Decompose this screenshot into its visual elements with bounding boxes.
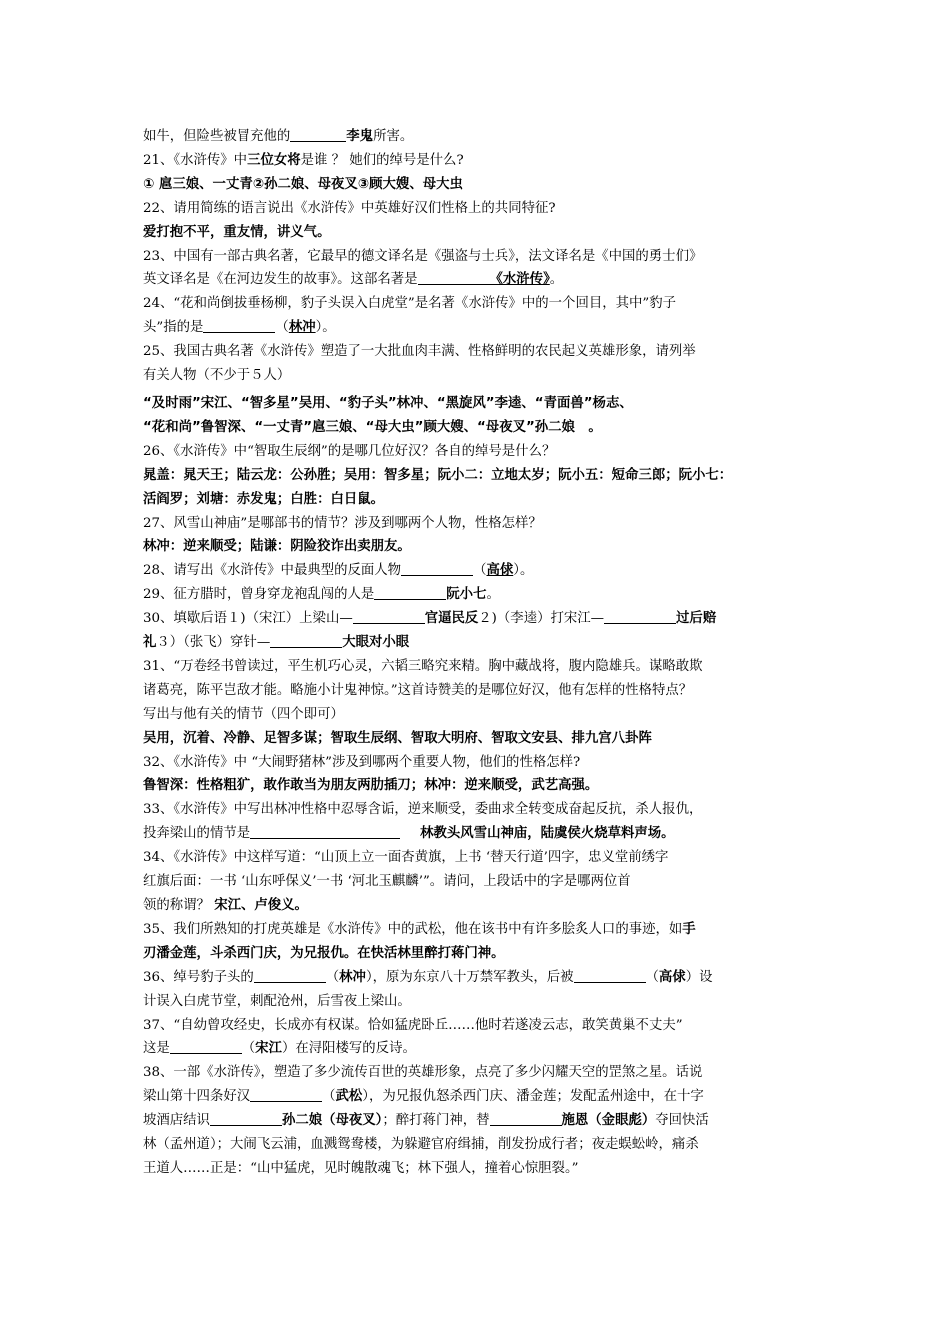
question-25-cont: 有关人物（不少于５人） — [143, 368, 291, 384]
question-37: 37、“自幼曾攻经史，长成亦有权谋。恰如猛虎卧丘……他时若遂凌云志，敢笑黄巢不丈夫” — [143, 1017, 683, 1033]
question-24: 24、“花和尚倒拔垂杨柳，豹子头误入白虎堂”是名著《水浒传》中的一个回目，其中”豹子 — [143, 296, 677, 312]
answer-blank — [490, 1111, 562, 1126]
question-38-cont3: 林（孟州道）；大闹飞云浦，血溅鸳鸯楼，为躲避官府缉捕，削发扮成行者；夜走蜈蚣岭，痛杀 — [143, 1137, 699, 1153]
question-21: 21、《水浒传》中三位女将是谁 ？ 她们的绰号是什么? — [143, 152, 464, 168]
answer-26: 晁盖：晁天王；陆云龙：公孙胜；吴用：智多星；阮小二：立地太岁；阮小五：短命三郎；阮小七： — [143, 467, 733, 483]
answer-blank — [604, 609, 676, 624]
answer-32: 鲁智深：性格粗犷，敢作敢当为朋友两肋插刀；林冲：逆来顺受，武艺高强。 — [143, 778, 599, 794]
answer-blank — [170, 1039, 242, 1054]
answer-22: 爱打抱不平，重友情，讲义气。 — [143, 224, 331, 240]
answer-blank — [203, 318, 275, 333]
question-31: 31、“万卷经书曾读过，平生机巧心灵，六韬三略究来精。胸中藏战将，腹内隐雄兵。谋略敢欺 — [143, 658, 703, 674]
question-31-cont2: 写出与他有关的情节（四个即可） — [143, 706, 344, 722]
question-35: 35、我们所熟知的打虎英雄是《水浒传》中的武松，他在该书中有许多脍炙人口的事迹，如手 — [143, 921, 696, 937]
question-32: 32、《水浒传》中 “大闹野猪林”涉及到哪两个重要人物，他们的性格怎样? — [143, 754, 581, 770]
answer-blank — [250, 824, 400, 839]
question-24-cont: 头”指的是 （林冲）。 — [143, 320, 336, 336]
question-38: 38、一部《水浒传》，塑造了多少流传百世的英雄形象，点亮了多少闪耀天空的罡煞之星。话说 — [143, 1065, 703, 1081]
answer-blank — [270, 633, 342, 648]
answer-21: ① 扈三娘、一丈青②孙二娘、母夜叉③顾大嫂、母大虫 — [143, 176, 463, 192]
question-37-cont: 这是 （宋江）在浔阳楼写的反诗。 — [143, 1041, 416, 1057]
answer-blank — [418, 270, 490, 285]
line: 如牛，但险些被冒充他的 李鬼所害。 — [143, 129, 414, 144]
document-page — [143, 125, 823, 1181]
answer-blank — [374, 585, 446, 600]
answer-blank — [574, 968, 646, 983]
question-36: 36、绰号豹子头的 （林冲），原为东京八十万禁军教头，后被 （高俅）设 — [143, 969, 713, 985]
answer-35: 刃潘金莲，斗杀西门庆，为兄报仇。在快活林里醉打蒋门神。 — [143, 945, 505, 961]
answer-blank — [401, 561, 473, 576]
question-34: 34、《水浒传》中这样写道：“山顶上立一面杏黄旗，上书 ‘替天行道’四字，忠义堂前绣字 — [143, 850, 669, 866]
question-27: 27、风雪山神庙”是哪部书的情节？涉及到哪两个人物，性格怎样？ — [143, 515, 542, 531]
answer-27: 林冲：逆来顺受；陆谦：阴险狡诈出卖朋友。 — [143, 539, 411, 555]
question-34-cont2: 领的称谓？ 宋江、卢俊义。 — [143, 898, 308, 913]
question-36-cont: 计误入白虎节堂，刺配沧州，后雪夜上梁山。 — [143, 993, 411, 1009]
answer-blank — [250, 1087, 322, 1102]
question-33: 33、《水浒传》中写出林冲性格中忍辱含诟，逆来顺受，委曲求全转变成奋起反抗，杀人报仇， — [143, 802, 703, 818]
question-25: 25、我国古典名著《水浒传》塑造了一大批血肉丰满、性格鲜明的农民起义英雄形象，请列举 — [143, 344, 696, 360]
answer-31: 吴用，沉着、冷静、足智多谋；智取生辰纲、智取大明府、智取文安县、排九宫八卦阵 — [143, 730, 652, 746]
answer-blank — [254, 968, 326, 983]
question-30-cont: 礼３）（张飞）穿针— 大眼对小眼 — [143, 635, 410, 651]
question-38-cont4: 王道人……正是：“山中猛虎，见时魄散魂飞；林下强人，撞着心惊胆裂。” — [143, 1160, 579, 1176]
answer-blank — [353, 609, 425, 624]
question-38-cont: 梁山第十四条好汉 （武松），为兄报仇怒杀西门庆、潘金莲；发配孟州途中，在十字 — [143, 1089, 704, 1105]
answer-blank — [210, 1111, 282, 1126]
question-34-cont: 红旗后面：一书 ‘山东呼保义’一书 ‘河北玉麒麟’”。请问，上段话中的字是哪两位首 — [143, 874, 631, 890]
question-23-cont: 英文译名是《在河边发生的故事》。这部名著是 《水浒传》。 — [143, 272, 564, 288]
answer-26-cont: 活阎罗；刘塘：赤发鬼；白胜：白日鼠。 — [143, 491, 385, 507]
question-28: 28、请写出《水浒传》中最典型的反面人物 （高俅）。 — [143, 563, 534, 579]
answer-blank — [290, 127, 346, 142]
question-29: 29、征方腊时，曾身穿龙袍乱闯的人是 阮小七。 — [143, 587, 500, 603]
answer-25: “及时雨”宋江、“智多星”吴用、“豹子头”林冲、“黑旋风”李逵、“青面兽”杨志、 — [143, 395, 633, 411]
question-31-cont: 诸葛亮，陈平岂敌才能。略施小计鬼神惊。”这首诗赞美的是哪位好汉，他有怎样的性格特点？ — [143, 682, 693, 698]
question-38-cont2: 坡酒店结识 孙二娘（母夜叉）；醉打蒋门神，替 施恩（金眼彪）夺回快活 — [143, 1113, 709, 1129]
question-23: 23、中国有一部古典名著，它最早的德文译名是《强盗与士兵》，法文译名是《中国的勇士们》 — [143, 248, 703, 264]
question-30: 30、填歇后语１)（宋江）上梁山— 官逼民反２)（李逵）打宋江— 过后赔 — [143, 611, 717, 627]
answer-25-cont: “花和尚”鲁智深、“一丈青”扈三娘、“母大虫”顾大嫂、“母夜叉”孙二娘 。 — [143, 419, 602, 435]
question-33-cont: 投奔梁山的情节是 林教头风雪山神庙，陆虞侯火烧草料声场。 — [143, 826, 675, 842]
question-26: 26、《水浒传》中“智取生辰纲”的是哪几位好汉？各自的绰号是什么？ — [143, 443, 556, 459]
question-22: 22、请用简练的语言说出《水浒传》中英雄好汉们性格上的共同特征? — [143, 200, 556, 216]
